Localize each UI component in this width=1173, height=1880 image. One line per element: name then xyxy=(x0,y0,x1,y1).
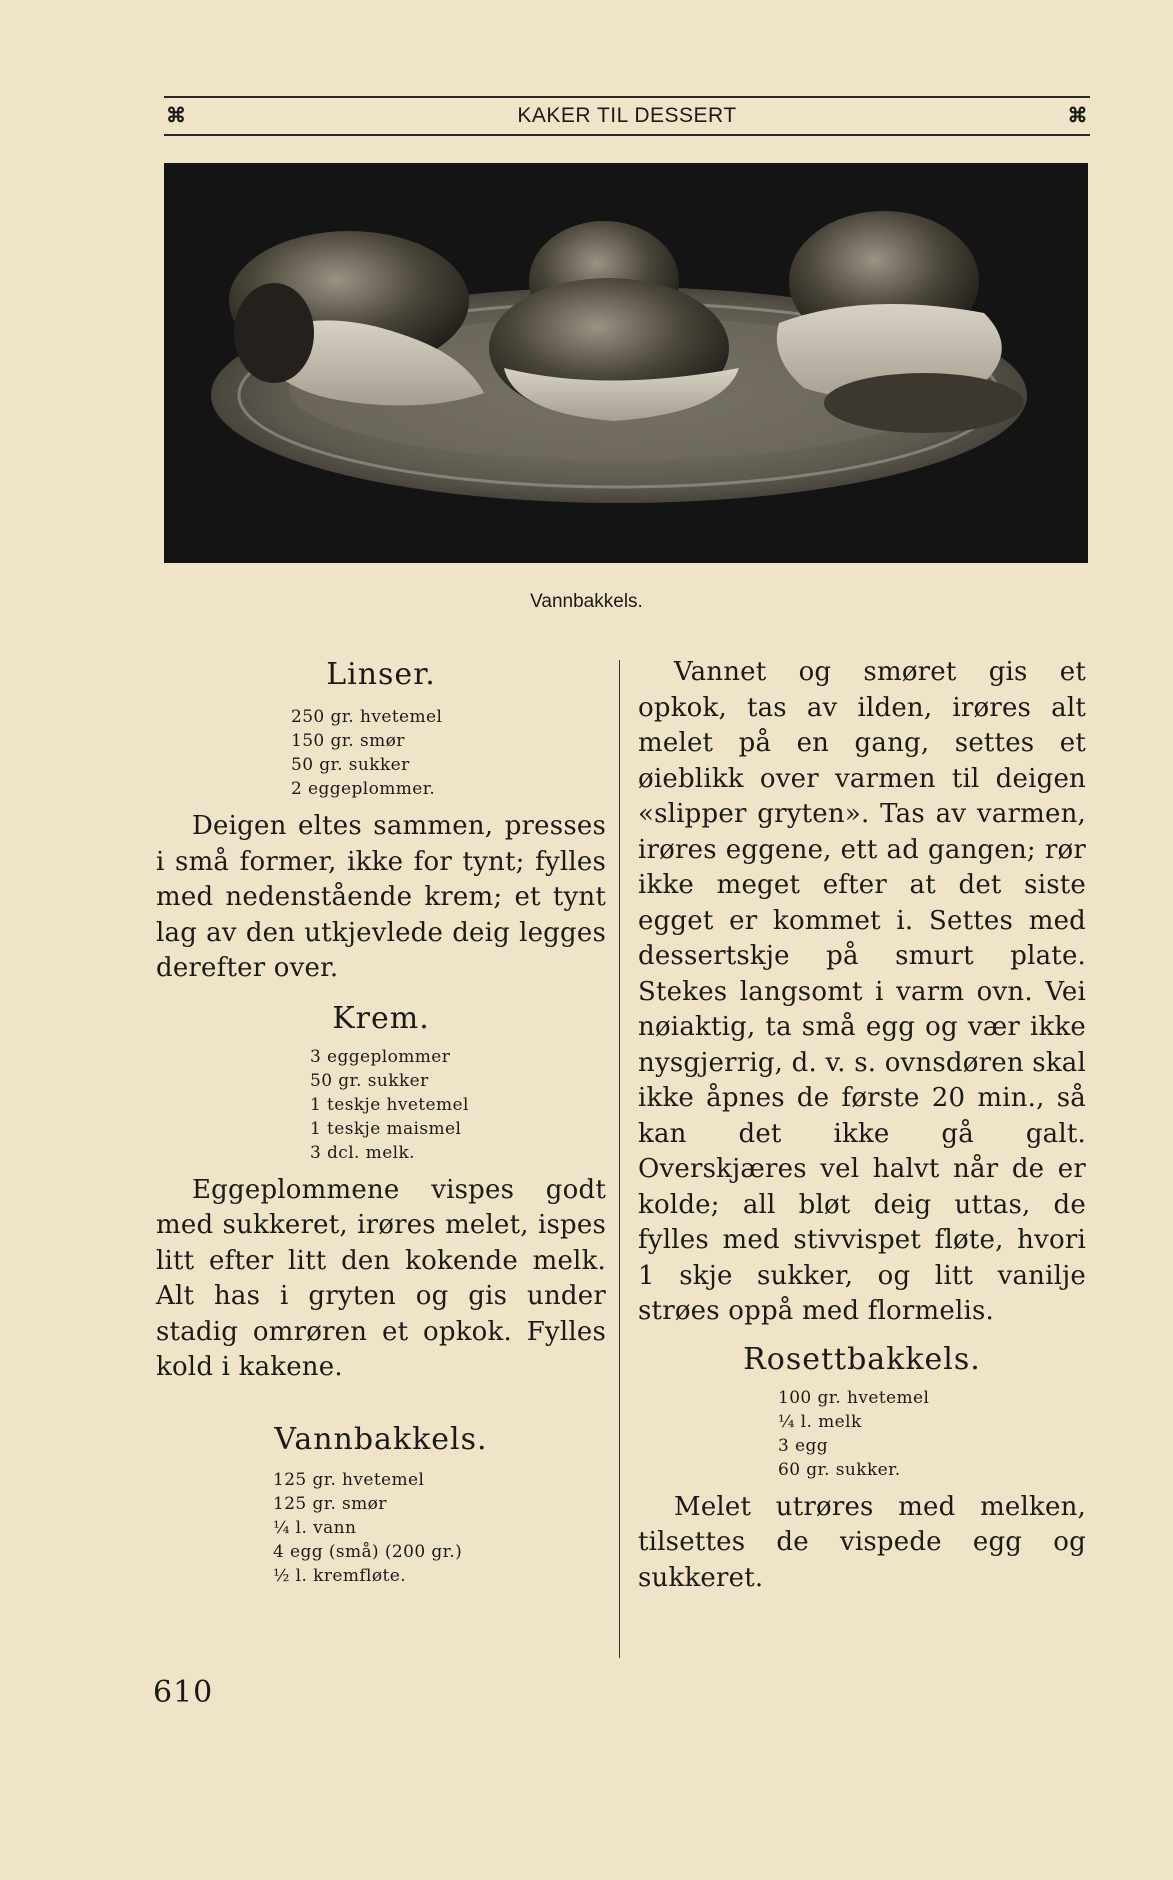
method-rosettbakkels: Melet utrøres med melken, tilsettes de vispede egg og sukkeret. xyxy=(638,1491,1086,1593)
pastry-photo xyxy=(164,163,1088,563)
ingredient-list-krem xyxy=(310,1045,606,1165)
ingredient: 50 gr. sukker xyxy=(291,755,410,775)
method-krem: Eggeplommene vispes godt med sukkeret, irøres melet, ispes litt efter litt den kokende melk. Alt has i gryten og gis under stadig omrøren et opkok. Fylles kold i kakene. xyxy=(156,1174,606,1382)
recipe-title-vannbakkels: Vannbakkels. xyxy=(274,1421,488,1457)
ingredient: 60 gr. sukker. xyxy=(778,1459,901,1480)
method-vannbakkels: Vannet og smøret gis et opkok, tas av ilden, irøres alt melet på en gang, settes et øieblikk over varmen til deigen «slipper gryten». Tas av varmen, irøres eggene, ett ad gangen; rør ikke meget efter at det siste egget er kommet i. Settes med dessertskje på smurt plate. Stekes langsomt i varm ovn. Vei nøiaktig, ta små egg og vær ikke nysgjerrig, d. v. s. ovnsdøren skal ikke åpnes de første 20 min., så kan det ikke gå galt. Overskjæres vel halvt når de er kolde; all bløt deig uttas, de fylles med stivvispet fløte, hvori 1 skje sukker, og litt vanilje strøes oppå med flormelis. xyxy=(638,657,1086,1326)
header-title: KAKER TIL DESSERT xyxy=(517,104,737,127)
ingredient: 100 gr. hvetemel xyxy=(778,1387,930,1408)
ingredient-list-rosettbakkels xyxy=(778,1386,1086,1482)
recipe-title-krem: Krem. xyxy=(332,1000,430,1036)
ingredient: ¼ l. vann xyxy=(273,1517,357,1538)
ingredient: 2 eggeplommer. xyxy=(291,779,436,799)
right-column xyxy=(638,655,1086,1596)
ingredient: 125 gr. hvetemel xyxy=(273,1469,425,1490)
pastry-illustration xyxy=(164,163,1088,563)
recipe-title-rosettbakkels: Rosettbakkels. xyxy=(743,1341,981,1377)
ingredient: 250 gr. hvetemel xyxy=(291,707,443,727)
header-ornament-left: ⌘ xyxy=(166,105,187,127)
ingredient: 3 eggeplommer xyxy=(310,1046,451,1067)
ingredient: 125 gr. smør xyxy=(273,1493,387,1514)
ingredient: ¼ l. melk xyxy=(778,1411,862,1432)
recipe-title-linser: Linser. xyxy=(326,657,436,692)
photo-caption: Vannbakkels. xyxy=(530,591,643,612)
ingredient-list-vannbakkels xyxy=(273,1468,606,1588)
ingredient: 50 gr. sukker xyxy=(310,1070,429,1091)
ingredient: 4 egg (små) (200 gr.) xyxy=(273,1541,463,1562)
left-column xyxy=(156,655,606,1588)
page-number: 610 xyxy=(153,1675,214,1710)
ingredient: ½ l. kremfløte. xyxy=(273,1565,406,1586)
column-divider xyxy=(619,660,620,1658)
ingredient: 3 egg xyxy=(778,1435,829,1456)
ingredient-list-linser xyxy=(291,705,606,801)
ingredient: 1 teskje hvetemel xyxy=(310,1094,469,1115)
header-ornament-right: ⌘ xyxy=(1067,105,1088,127)
ingredient: 150 gr. smør xyxy=(291,731,405,751)
method-linser: Deigen eltes sammen, presses i små former, ikke for tynt; fylles med nedenstående krem; et tynt lag av den utkjevlede deig legges derefter over. xyxy=(156,811,606,983)
ingredient: 1 teskje maismel xyxy=(310,1118,462,1139)
ingredient: 3 dcl. melk. xyxy=(310,1142,415,1163)
running-header xyxy=(164,96,1090,136)
